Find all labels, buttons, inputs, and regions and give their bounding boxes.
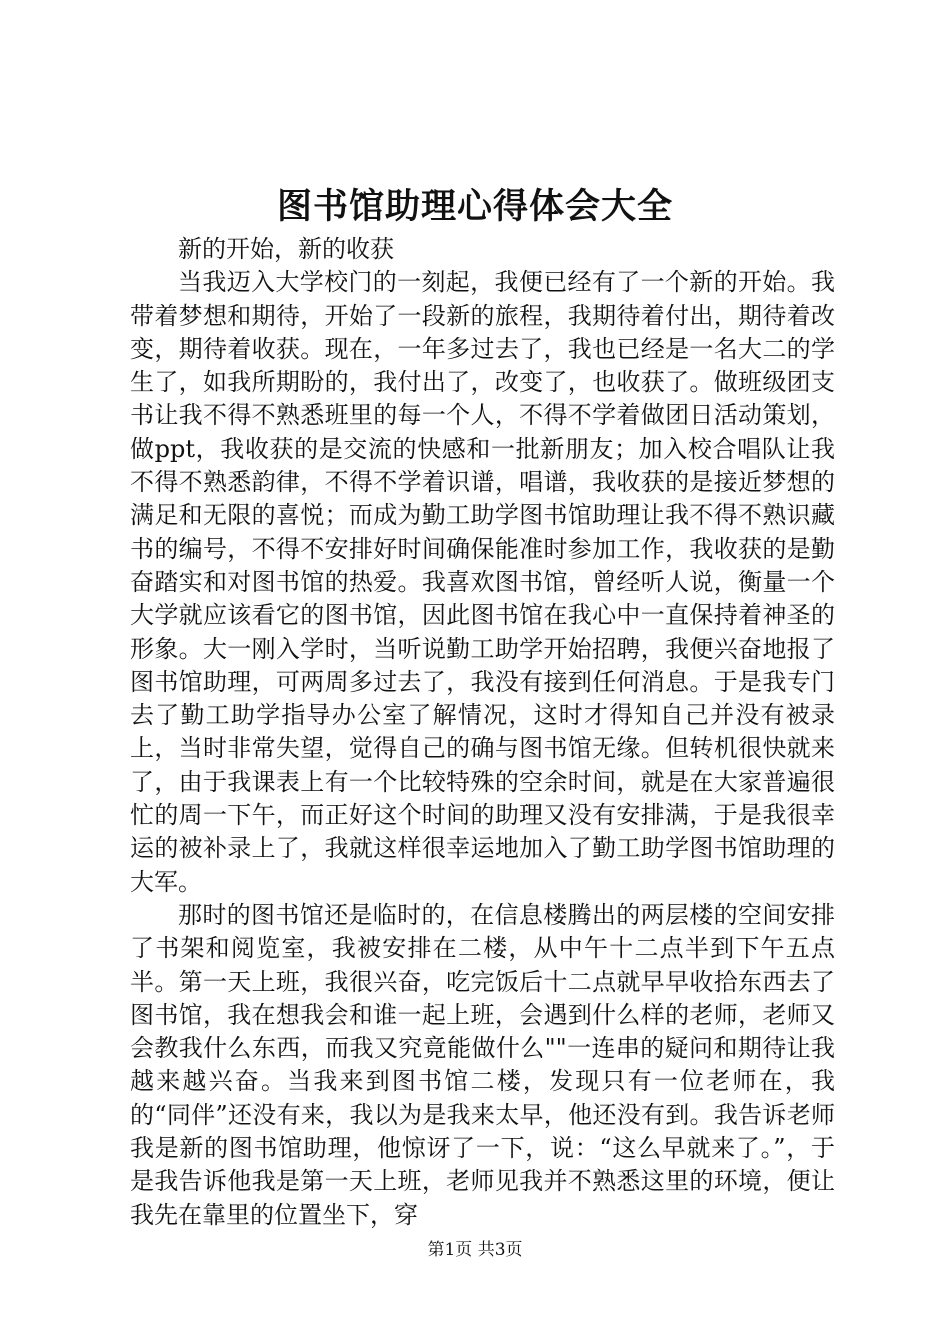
paragraph-2: 那时的图书馆还是临时的，在信息楼腾出的两层楼的空间安排了书架和阅览室，我被安排在二楼，从中午十二点半到下午五点半。第一天上班，我很兴奋，吃完饭后十二点就早早收拾东西去了图书馆，我在想我会和谁一起上班，会遇到什么样的老师，老师又会教我什么东西，而我又究竟能做什么""一连串的疑问和期待让我越来越兴奋。当我来到图书馆二楼，发现只有一位老师在，我的“同伴”还没有来，我以为是我来太早，他还没有到。我告诉老师我是新的图书馆助理，他惊讶了一下，说：“这么早就来了。”，于是我告诉他我是第一天上班，老师见我并不熟悉这里的环境，便让我先在靠里的位置坐下，穿: [130, 900, 835, 1229]
paragraph-1: 当我迈入大学校门的一刻起，我便已经有了一个新的开始。我带着梦想和期待，开始了一段新的旅程，我期待着付出，期待着改变，期待着收获。现在，一年多过去了，我也已经是一名大二的学生了，如我所期盼的，我付出了，改变了，也收获了。做班级团支书让我不得不熟悉班里的每一个人，不得不学着做团日活动策划，做ppt，我收获的是交流的快感和一批新朋友；加入校合唱队让我不得不熟悉韵律，不得不学着识谱，唱谱，我收获的是接近梦想的满足和无限的喜悦；而成为勤工助学图书馆助理让我不得不熟识藏书的编号，不得不安排好时间确保能准时参加工作，我收获的是勤奋踏实和对图书馆的热爱。我喜欢图书馆，曾经听人说，衡量一个大学就应该看它的图书馆，因此图书馆在我心中一直保持着神圣的形象。大一刚入学时，当听说勤工助学开始招聘，我便兴奋地报了图书馆助理，可两周多过去了，我没有接到任何消息。于是我专门去了勤工助学指导办公室了解情况，这时才得知自己并没有被录上，当时非常失望，觉得自己的确与图书馆无缘。但转机很快就来了，由于我课表上有一个比较特殊的空余时间，就是在大家普遍很忙的周一下午，而正好这个时间的助理又没有安排满，于是我很幸运的被补录上了，我就这样很幸运地加入了勤工助学图书馆助理的大军。: [130, 268, 835, 896]
document-body: [130, 233, 835, 1232]
page-number-footer: 第1页 共3页: [427, 1240, 523, 1260]
document-title: 图书馆助理心得体会大全: [276, 186, 673, 227]
paragraph-subtitle: 新的开始，新的收获: [178, 235, 394, 263]
